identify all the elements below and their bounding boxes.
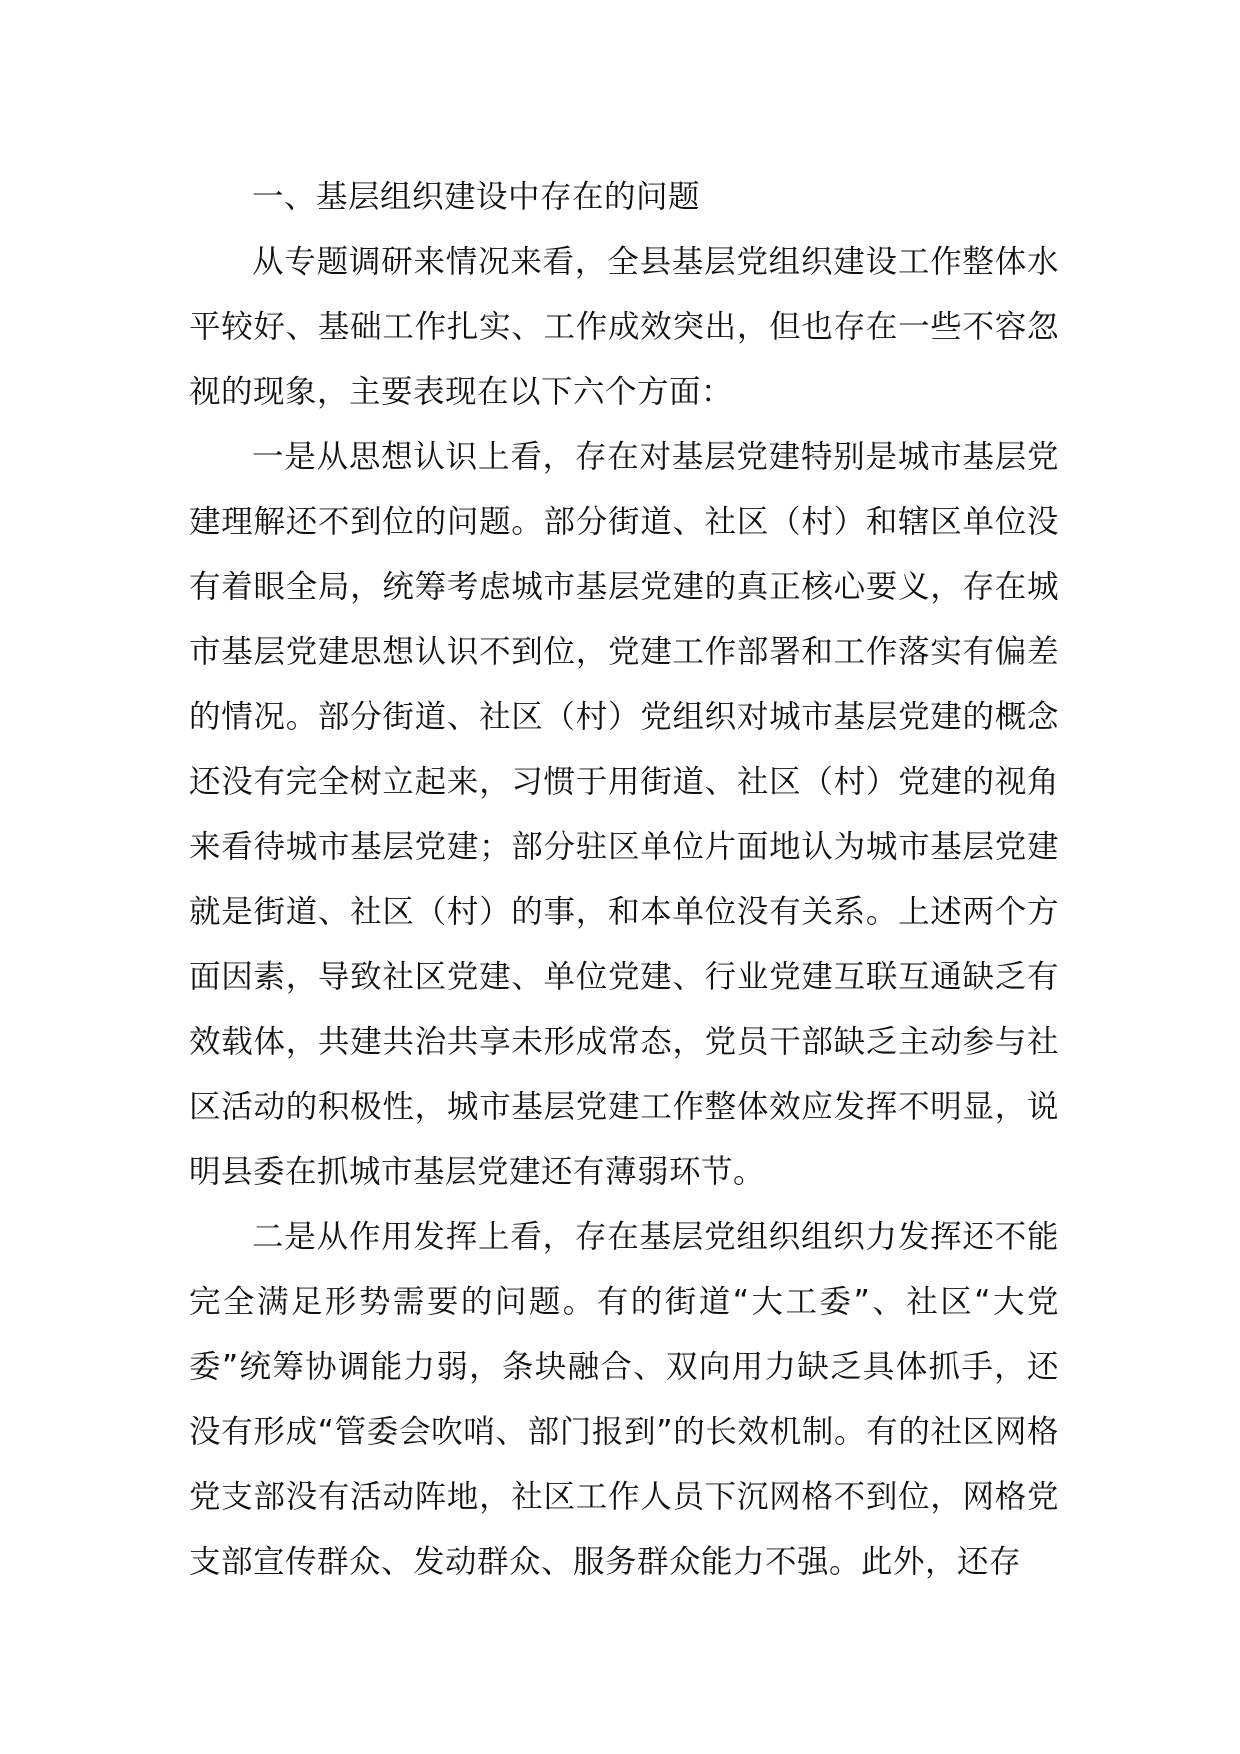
paragraph-overview: 从专题调研来情况来看，全县基层党组织建设工作整体水平较好、基础工作扎实、工作成效突出，但也存在一些不容忽视的现象，主要表现在以下六个方面： — [189, 244, 1059, 410]
document-body — [189, 165, 1059, 1595]
paragraph-function: 二是从作用发挥上看，存在基层党组织组织力发挥还不能完全满足形势需要的问题。有的街道“大工委”、社区“大党委”统筹协调能力弱，条块融合、双向用力缺乏具体抓手，还没有形成“管委会吹哨、部门报到”的长效机制。有的社区网格党支部没有活动阵地，社区工作人员下沉网格不到位，网格党支部宣传群众、发动群众、服务群众能力不强。此外，还存 — [189, 1219, 1059, 1580]
paragraph-ideology: 一是从思想认识上看，存在对基层党建特别是城市基层党建理解还不到位的问题。部分街道、社区（村）和辖区单位没有着眼全局，统筹考虑城市基层党建的真正核心要义，存在城市基层党建思想认识不到位，党建工作部署和工作落实有偏差的情况。部分街道、社区（村）党组织对城市基层党建的概念还没有完全树立起来，习惯于用街道、社区（村）党建的视角来看待城市基层党建；部分驻区单位片面地认为城市基层党建就是街道、社区（村）的事，和本单位没有关系。上述两个方面因素，导致社区党建、单位党建、行业党建互联互通缺乏有效载体，共建共治共享未形成常态，党员干部缺乏主动参与社区活动的积极性，城市基层党建工作整体效应发挥不明显，说明县委在抓城市基层党建还有薄弱环节。 — [189, 439, 1059, 1190]
section-heading: 一、基层组织建设中存在的问题 — [252, 179, 701, 215]
